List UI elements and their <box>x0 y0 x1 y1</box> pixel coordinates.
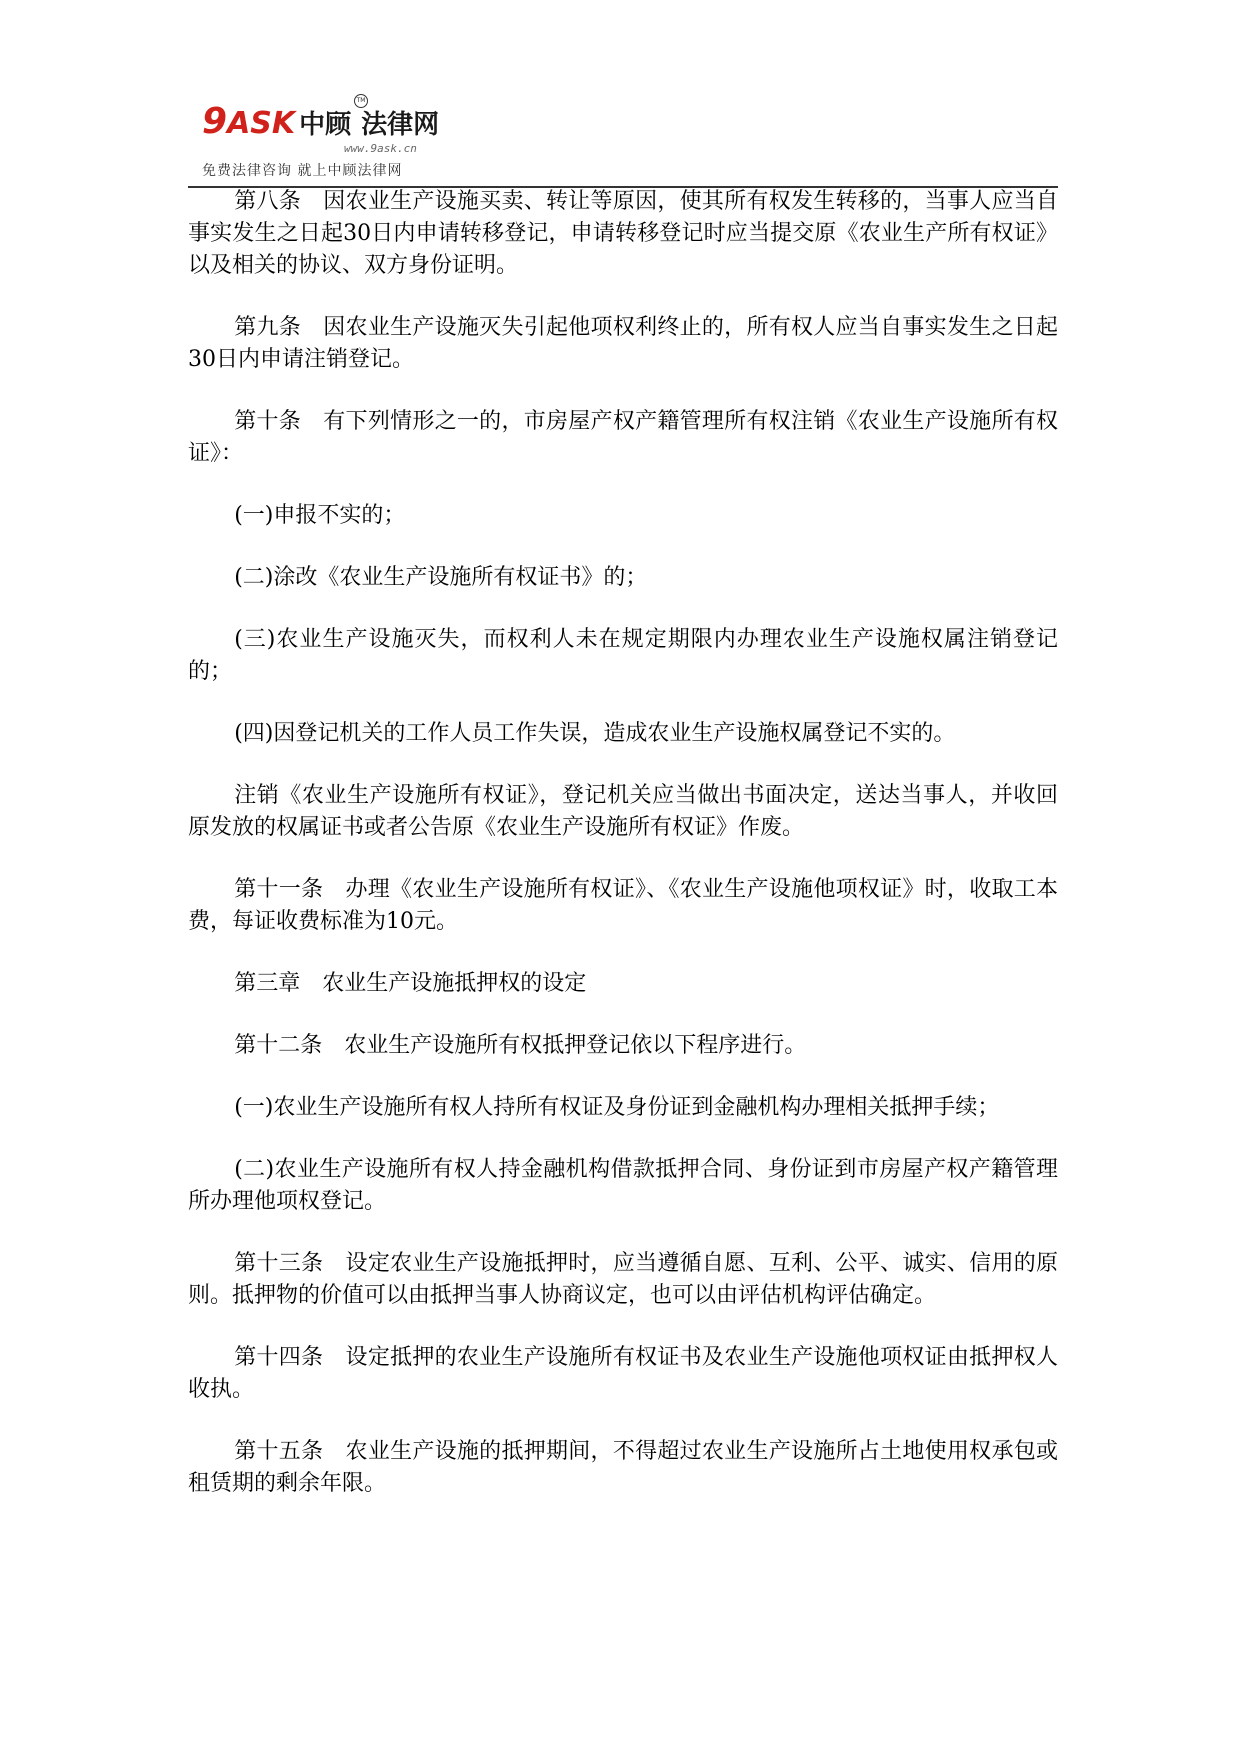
chapter-3-heading: 第三章 农业生产设施抵押权的设定 <box>234 971 587 996</box>
paragraph-article-12-item-2: (二)农业生产设施所有权人持金融机构借款抵押合同、身份证到市房屋产权产籍管理所办理他项权登记。 <box>188 1157 1058 1214</box>
trademark-icon: TM <box>354 94 368 108</box>
paragraph-article-11: 第十一条 办理《农业生产设施所有权证》、《农业生产设施他项权证》时，收取工本费，每证收费标准为10元。 <box>188 877 1058 934</box>
document-body <box>188 186 1058 1530</box>
paragraph-article-8: 第八条 因农业生产设施买卖、转让等原因，使其所有权发生转移的，当事人应当自事实发生之日起30日内申请转移登记，申请转移登记时应当提交原《农业生产所有权证》以及相关的协议、双方身份证明。 <box>188 189 1058 278</box>
paragraph-article-12-item-1: (一)农业生产设施所有权人持所有权证及身份证到金融机构办理相关抵押手续； <box>234 1095 1000 1120</box>
logo-url: www.9ask.cn <box>344 142 417 155</box>
logo-wordmark <box>202 101 440 142</box>
paragraph-article-10: 第十条 有下列情形之一的，市房屋产权产籍管理所有权注销《农业生产设施所有权证》： <box>188 409 1058 466</box>
paragraph-article-15: 第十五条 农业生产设施的抵押期间，不得超过农业生产设施所占土地使用权承包或租赁期的剩余年限。 <box>188 1439 1058 1496</box>
page-header <box>188 88 1058 188</box>
paragraph-item-3: (三)农业生产设施灭失，而权利人未在规定期限内办理农业生产设施权属注销登记的； <box>188 627 1058 684</box>
paragraph-article-13: 第十三条 设定农业生产设施抵押时，应当遵循自愿、互利、公平、诚实、信用的原则。抵押物的价值可以由抵押当事人协商议定，也可以由评估机构评估确定。 <box>188 1251 1058 1308</box>
paragraph-item-4: (四)因登记机关的工作人员工作失误，造成农业生产设施权属登记不实的。 <box>234 721 956 746</box>
paragraph-article-14: 第十四条 设定抵押的农业生产设施所有权证书及农业生产设施他项权证由抵押权人收执。 <box>188 1345 1058 1402</box>
logo-cn-name: 中顾 <box>299 110 352 140</box>
paragraph-item-2: (二)涂改《农业生产设施所有权证书》的； <box>234 565 648 590</box>
paragraph-cancellation: 注销《农业生产设施所有权证》，登记机关应当做出书面决定，送达当事人，并收回原发放的权属证书或者公告原《农业生产设施所有权证》作废。 <box>188 783 1058 840</box>
logo-nine: 9 <box>202 101 228 142</box>
paragraph-article-12: 第十二条 农业生产设施所有权抵押登记依以下程序进行。 <box>234 1033 807 1058</box>
site-logo[interactable] <box>202 94 462 179</box>
logo-law-net: 法律网 <box>361 110 440 140</box>
paragraph-item-1: (一)申报不实的； <box>234 503 406 528</box>
logo-slogan: 免费法律咨询 就上中顾法律网 <box>202 163 403 179</box>
logo-ask: ASK <box>227 106 296 141</box>
paragraph-article-9: 第九条 因农业生产设施灭失引起他项权利终止的，所有权人应当自事实发生之日起30日内申请注销登记。 <box>188 315 1058 372</box>
